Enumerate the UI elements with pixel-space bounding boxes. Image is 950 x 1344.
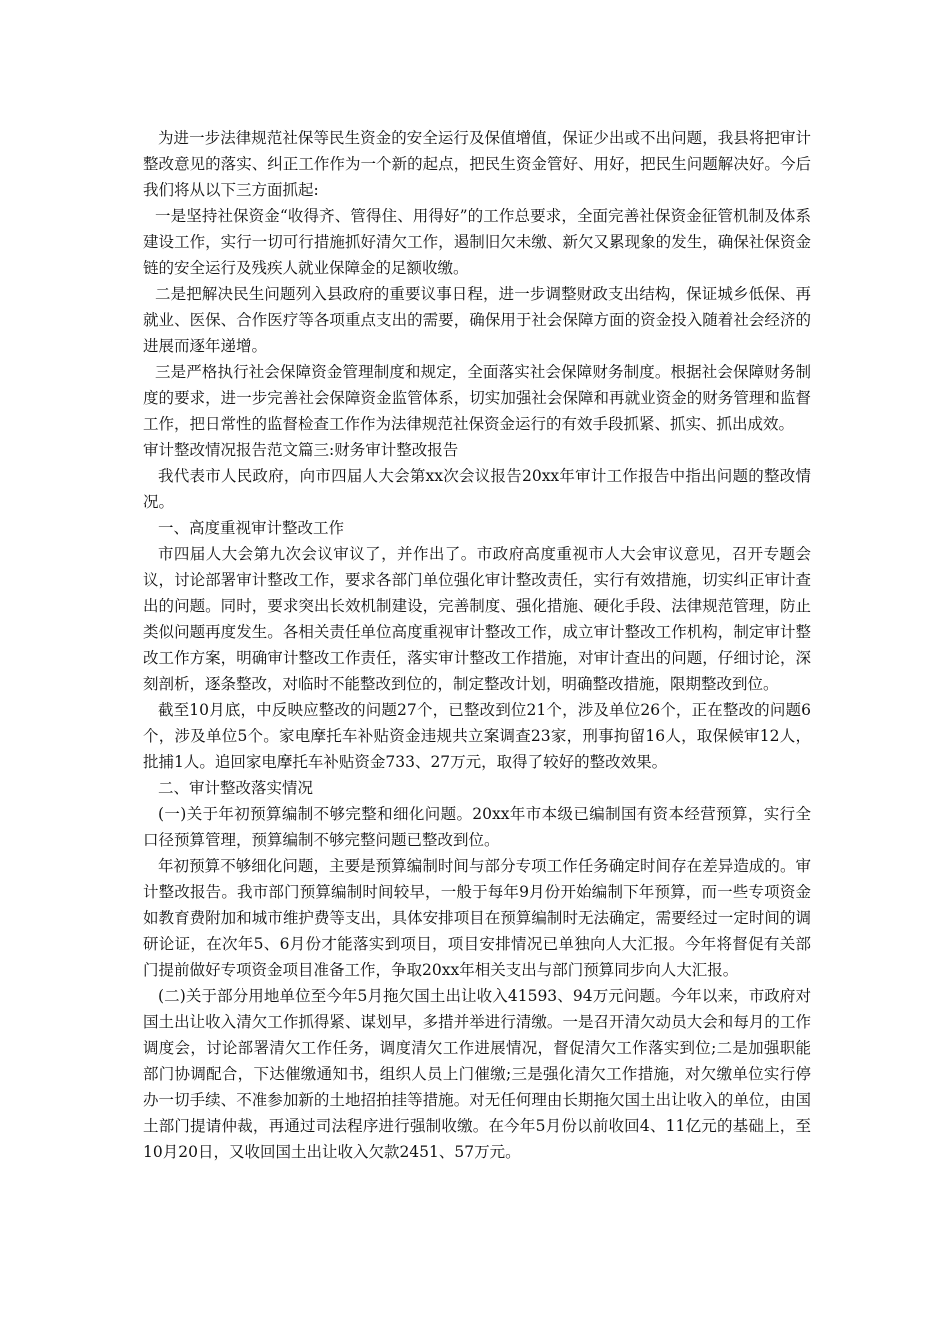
paragraph-item-one: (一)关于年初预算编制不够完整和细化问题。20xx年市本级已编制国有资本经营预算，实行全口径预算管理，预算编制不够完整问题已整改到位。 bbox=[143, 805, 811, 849]
document-body bbox=[143, 125, 811, 1165]
paragraph-point-three: 三是严格执行社会保障资金管理制度和规定，全面落实社会保障财务制度。根据社会保障财务制度的要求，进一步完善社会保障资金监管体系，切实加强社会保障和再就业资金的财务管理和监督工作，把日常性的监督检查工作作为法律规范社保资金运行的有效手段抓紧、抓实、抓出成效。 bbox=[143, 363, 811, 433]
paragraph-budget-detail: 年初预算不够细化问题，主要是预算编制时间与部分专项工作任务确定时间存在差异造成的。审计整改报告。我市部门预算编制时间较早，一般于每年9月份开始编制下年预算，而一些专项资金如教育费附加和城市维护费等支出，具体安排项目在预算编制时无法确定，需要经过一定时间的调研论证，在次年5、6月份才能落实到项目，项目安排情况已单独向人大汇报。今年将督促有关部门提前做好专项资金项目准备工作，争取20xx年相关支出与部门预算同步向人大汇报。 bbox=[143, 857, 811, 979]
paragraph-statistics: 截至10月底，中反映应整改的问题27个，已整改到位21个，涉及单位26个，正在整改的问题6个，涉及单位5个。家电摩托车补贴资金违规共立案调查23家，刑事拘留16人，取保候审12人，批捕1人。追回家电摩托车补贴资金733、27万元，取得了较好的整改效果。 bbox=[143, 701, 811, 771]
heading-section-one: 一、高度重视审计整改工作 bbox=[158, 519, 345, 537]
paragraph-point-one: 一是坚持社保资金“收得齐、管得住、用得好”的工作总要求，全面完善社保资金征管机制及体系建设工作，实行一切可行措施抓好清欠工作，遏制旧欠未缴、新欠又累现象的发生，确保社保资金链的安全运行及残疾人就业保障金的足额收缴。 bbox=[143, 207, 811, 277]
paragraph-report-intro: 我代表市人民政府，向市四届人大会第xx次会议报告20xx年审计工作报告中指出问题的整改情况。 bbox=[143, 467, 811, 511]
paragraph-section-one-body: 市四届人大会第九次会议审议了，并作出了。市政府高度重视市人大会审议意见，召开专题会议，讨论部署审计整改工作，要求各部门单位强化审计整改责任，实行有效措施，切实纠正审计查出的问题。同时，要求突出长效机制建设，完善制度、强化措施、硬化手段、法律规范管理，防止类似问题再度发生。各相关责任单位高度重视审计整改工作，成立审计整改工作机构，制定审计整改工作方案，明确审计整改工作责任，落实审计整改工作措施，对审计查出的问题，仔细讨论，深刻剖析，逐条整改，对临时不能整改到位的，制定整改计划，明确整改措施，限期整改到位。 bbox=[143, 545, 811, 693]
paragraph-point-two: 二是把解决民生问题列入县政府的重要议事日程，进一步调整财政支出结构，保证城乡低保、再就业、医保、合作医疗等各项重点支出的需要，确保用于社会保障方面的资金投入随着社会经济的进展而逐年递增。 bbox=[143, 285, 811, 355]
heading-section-two: 二、审计整改落实情况 bbox=[158, 779, 314, 797]
section-title: 审计整改情况报告范文篇三:财务审计整改报告 bbox=[143, 441, 459, 459]
paragraph-intro: 为进一步法律规范社保等民生资金的安全运行及保值增值，保证少出或不出问题，我县将把审计整改意见的落实、纠正工作作为一个新的起点，把民生资金管好、用好，把民生问题解决好。今后我们将从以下三方面抓起: bbox=[143, 129, 811, 199]
paragraph-item-two: (二)关于部分用地单位至今年5月拖欠国土出让收入41593、94万元问题。今年以来，市政府对国土出让收入清欠工作抓得紧、谋划早，多措并举进行清缴。一是召开清欠动员大会和每月的工作调度会，讨论部署清欠工作任务，调度清欠工作进展情况，督促清欠工作落实到位;二是加强职能部门协调配合，下达催缴通知书，组织人员上门催缴;三是强化清欠工作措施，对欠缴单位实行停办一切手续、不准参加新的土地招拍挂等措施。对无任何理由长期拖欠国土出让收入的单位，由国土部门提请仲裁，再通过司法程序进行强制收缴。在今年5月份以前收回4、11亿元的基础上，至10月20日，又收回国土出让收入欠款2451、57万元。 bbox=[143, 987, 811, 1161]
